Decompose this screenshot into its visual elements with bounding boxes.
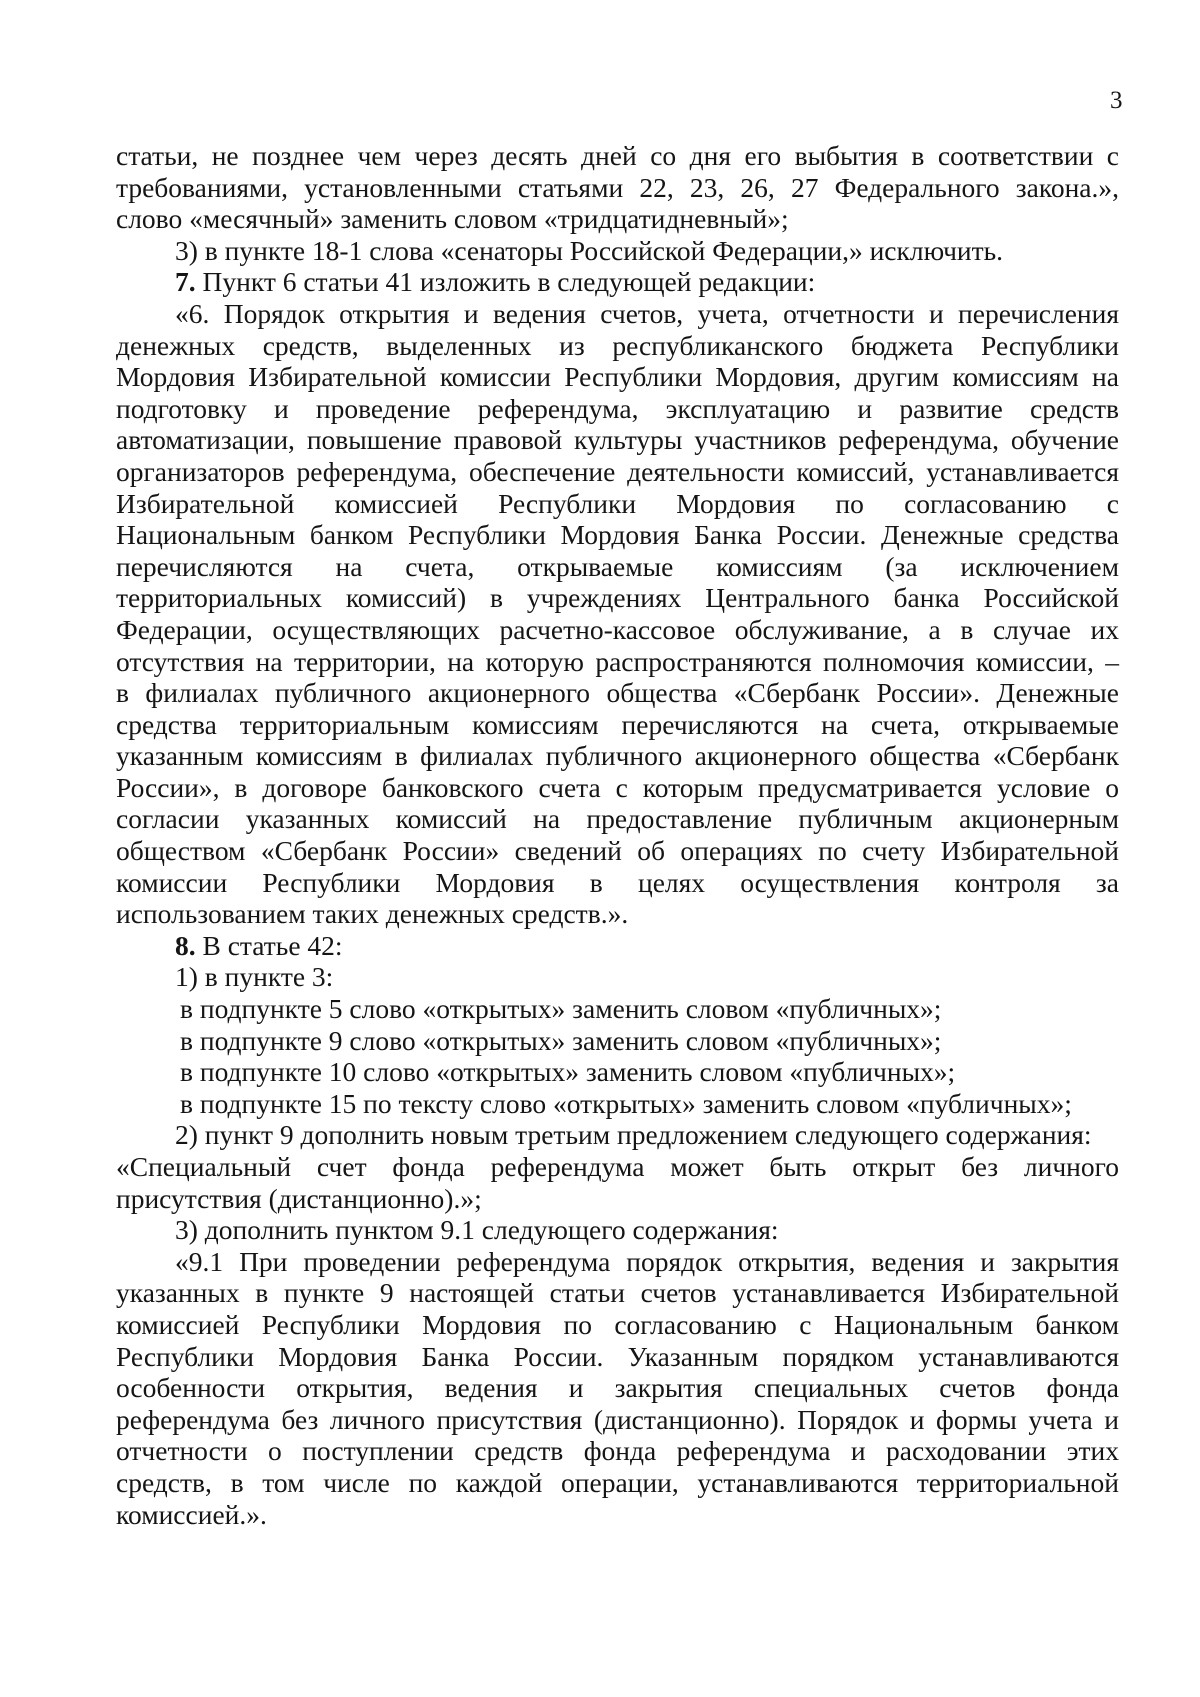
text-line: в подпункте 5 слово «открытых» заменить словом «публичных»; bbox=[180, 993, 942, 1025]
text-line: отчетности о поступлении средств фонда референдума и расходовании этих bbox=[116, 1435, 1119, 1467]
text-line: указанных в пункте 9 настоящей статьи счетов устанавливается Избирательной bbox=[116, 1277, 1119, 1309]
text-line: отсутствия на территории, на которую распространяются полномочия комиссии, – bbox=[116, 645, 1119, 677]
item-8-text: В статье 42: bbox=[202, 929, 343, 961]
text-line: в филиалах публичного акционерного общества «Сбербанк России». Денежные bbox=[116, 677, 1119, 709]
text-line: автоматизации, повышение правовой культуры участников референдума, обучение bbox=[116, 424, 1119, 456]
text-line: Мордовия Избирательной комиссии Республики Мордовия, другим комиссиям на bbox=[116, 361, 1119, 393]
item-7-text: Пункт 6 статьи 41 изложить в следующей редакции: bbox=[202, 266, 816, 298]
text-line: Федерации, осуществляющих расчетно-кассовое обслуживание, а в случае их bbox=[116, 613, 1119, 645]
text-line: комиссией.». bbox=[116, 1498, 267, 1530]
text-line: «6. Порядок открытия и ведения счетов, учета, отчетности и перечисления bbox=[175, 297, 1119, 329]
text-line: 3) в пункте 18-1 слова «сенаторы Российской Федерации,» исключить. bbox=[175, 234, 1004, 266]
page-number: 3 bbox=[1110, 87, 1123, 114]
text-line: комиссией Республики Мордовия по согласованию с Национальным банком bbox=[116, 1308, 1119, 1340]
text-line: присутствия (дистанционно).»; bbox=[116, 1182, 482, 1214]
item-7-line bbox=[116, 266, 1119, 298]
text-line: требованиями, установленными статьями 22, 23, 26, 27 Федерального закона.», bbox=[116, 171, 1119, 203]
text-line: 2) пункт 9 дополнить новым третьим предложением следующего содержания: bbox=[175, 1119, 1092, 1151]
text-line: Национальным банком Республики Мордовия Банка России. Денежные средства bbox=[116, 519, 1119, 551]
text-line: в подпункте 10 слово «открытых» заменить словом «публичных»; bbox=[180, 1056, 956, 1088]
text-line: 3) дополнить пунктом 9.1 следующего содержания: bbox=[175, 1214, 779, 1246]
body-text bbox=[116, 140, 1119, 1530]
text-line: средства территориальным комиссиям перечисляются на счета, открываемые bbox=[116, 708, 1119, 740]
item-8-line bbox=[116, 930, 1119, 962]
text-line: референдума без личного присутствия (дистанционно). Порядок и формы учета и bbox=[116, 1403, 1119, 1435]
text-line: перечисляются на счета, открываемые комиссиям (за исключением bbox=[116, 550, 1119, 582]
text-line: обществом «Сбербанк России» сведений об операциях по счету Избирательной bbox=[116, 835, 1119, 867]
text-line: «9.1 При проведении референдума порядок открытия, ведения и закрытия bbox=[175, 1245, 1119, 1277]
text-line: денежных средств, выделенных из республиканского бюджета Республики bbox=[116, 329, 1119, 361]
text-line: особенности открытия, ведения и закрытия специальных счетов фонда bbox=[116, 1372, 1119, 1404]
text-line: в подпункте 15 по тексту слово «открытых» заменить словом «публичных»; bbox=[180, 1087, 1072, 1119]
text-line: согласии указанных комиссий на предоставление публичным акционерным bbox=[116, 803, 1119, 835]
text-line: «Специальный счет фонда референдума может быть открыт без личного bbox=[116, 1151, 1119, 1182]
text-line: подготовку и проведение референдума, эксплуатацию и развитие средств bbox=[116, 392, 1119, 424]
text-line: средств, в том числе по каждой операции, устанавливаются территориальной bbox=[116, 1466, 1119, 1498]
text-line: указанным комиссиям в филиалах публичного акционерного общества «Сбербанк bbox=[116, 740, 1119, 772]
text-line: 1) в пункте 3: bbox=[175, 961, 334, 993]
text-line: Избирательной комиссией Республики Мордовия по согласованию с bbox=[116, 487, 1119, 519]
text-line: комиссии Республики Мордовия в целях осуществления контроля за bbox=[116, 866, 1119, 898]
item-7-number: 7. bbox=[175, 266, 196, 298]
text-line: Республики Мордовия Банка России. Указанным порядком устанавливаются bbox=[116, 1340, 1119, 1372]
text-line: статьи, не позднее чем через десять дней со дня его выбытия в соответствии с bbox=[116, 140, 1119, 171]
text-line: использованием таких денежных средств.». bbox=[116, 898, 629, 930]
item-8-number: 8. bbox=[175, 929, 196, 961]
text-line: слово «месячный» заменить словом «тридцатидневный»; bbox=[116, 203, 789, 235]
text-line: организаторов референдума, обеспечение деятельности комиссий, устанавливается bbox=[116, 455, 1119, 487]
text-line: России», в договоре банковского счета с которым предусматривается условие о bbox=[116, 771, 1119, 803]
text-line: территориальных комиссий) в учреждениях Центрального банка Российской bbox=[116, 582, 1119, 614]
text-line: в подпункте 9 слово «открытых» заменить словом «публичных»; bbox=[180, 1024, 942, 1056]
